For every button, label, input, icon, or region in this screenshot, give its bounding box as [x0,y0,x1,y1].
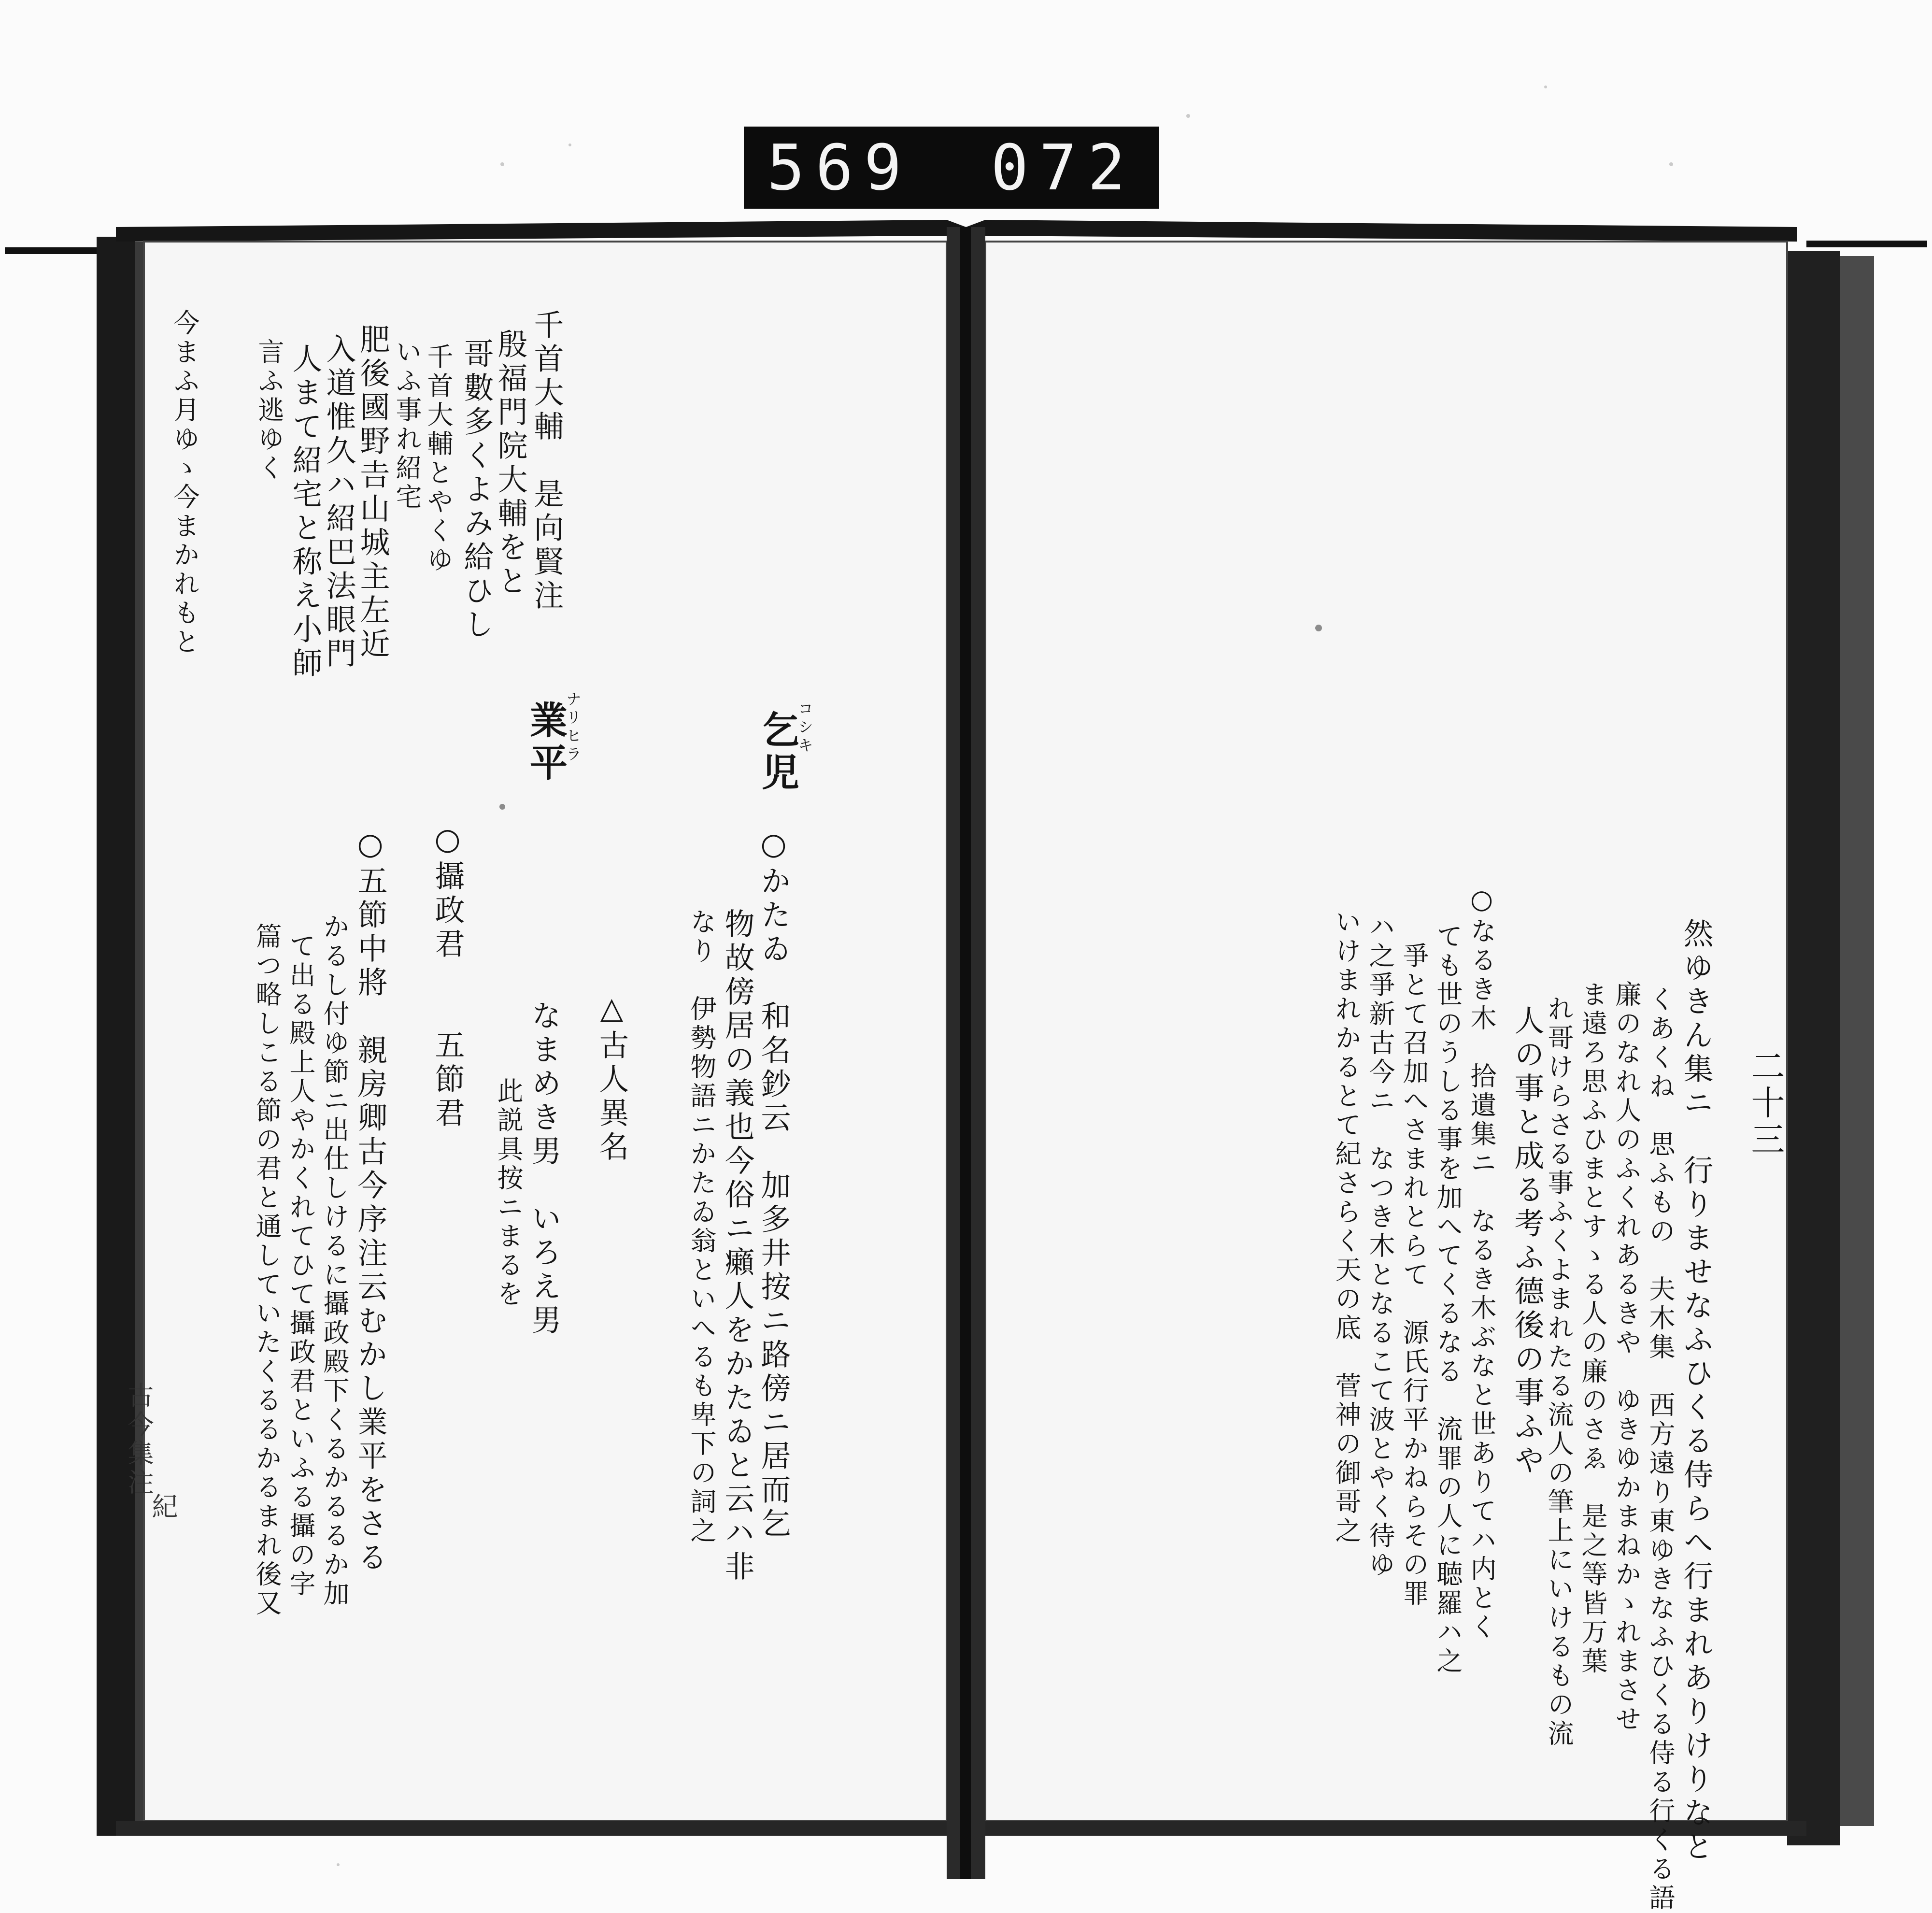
text-column: 千首大輔 是向賢注 [529,309,564,614]
text-column: 然ゆきん集ニ 行りませなふひくる侍らへ行まれありけりなと [1678,918,1714,1865]
text-column: 入道惟久ハ紹巴法眼門 [321,333,356,671]
roll-number: 569 [767,131,912,204]
text-column: 今まふ月ゆゝ今まかれもと [170,309,200,657]
text-column: 廉のなれ人のふくれあるきや ゆきゆかまねかゝれまさせ [1611,981,1642,1734]
microfilm-frame-label [744,127,1159,209]
running-head: 二十三 [1746,1048,1785,1158]
entry-katai-cont: なり 伊勢物語ニかたゐ翁といへるも卑下の詞之 [686,908,717,1546]
heading-narihira-ruby: ナリヒラ [564,691,582,764]
text-column: 殷福門院大輔をと [493,328,528,599]
heading-narihira: 業平 [524,700,568,785]
text-column: くあくね 思ふもの 夫木集 西方遠り東ゆきなふひくる侍る行くる語 [1645,985,1676,1913]
entry-gosechi-cont: かるし付ゆ節ニ出仕しけるに攝政殿下くるかるるか加 [319,913,350,1609]
entry-gosechi-cont: 篇つ略しこる節の君と通していたくるるかるまれ後又 [252,923,282,1618]
subheading-kojin-imyo: △古人異名 [594,990,629,1165]
entry-namameki: なまめき男 いろえ男 [526,1000,562,1338]
right-page-stack [1787,251,1840,1845]
right-page-text [985,227,1785,1913]
text-column: ○なるき木 拾遺集ニ なるき木ぶなと世ありてハ内とく [1466,884,1497,1642]
entry-sessho: ○攝政君 五節君 [430,821,465,1131]
text-column: ま遠ろ思ふひまとすゝる人の廉のさゑ 是之等皆万葉 [1577,981,1608,1676]
margin-note: 古今集注 [124,1382,154,1498]
text-column: いふ事れ紹宅 [392,338,422,512]
text-column: 人の事と成る考ふ德後の事ふや [1509,1005,1545,1478]
left-page-stack [97,237,135,1836]
left-page-text [124,227,952,1821]
entry-namameki-note: 此説具按ニまるを [493,1077,524,1309]
frame-number: 072 [991,131,1136,204]
text-column: ても世のうしる事を加へてくるなる 流罪の人に聴羅ハ之 [1433,923,1463,1676]
text-column: ハ之爭新古今ニ なつき木となるこて波とやく待ゆ [1365,913,1395,1580]
text-column: 肥後國野𠮷山城主左近 [355,324,390,662]
entry-katai: ○かたゐ 和名鈔云 加多井按ニ路傍ニ居而乞 [756,826,791,1542]
text-column: 千首大輔とやくゆ [423,343,454,575]
entry-katai-cont: 物故傍居の義也今俗ニ癩人をかたゐと云ハ非 [720,908,755,1585]
heading-kojiki-ruby: コシキ [796,700,814,756]
text-column: 人まて紹宅と称え小師 [287,343,323,681]
entry-gosechi-cont: て出る殿上人やかくれてひて攝政君といふる攝の字 [285,932,316,1599]
text-column: いけまれかるとて紀さらく天の底 菅神の御哥之 [1331,908,1362,1546]
text-column: れ哥けらさる事ふくよまれたる流人の筆上にいけるもの流 [1544,995,1574,1749]
entry-gosechi: ○五節中將 親房卿古今序注云むかし業平をさる [353,826,388,1575]
heading-kojiki: 乞児 [755,710,799,795]
text-column: 爭とて召加へさまれとらて 源氏行平かねらその罪 [1399,942,1429,1609]
text-column: 言ふ逃ゆく [254,338,284,483]
margin-note-extra: 紀 [148,1493,178,1522]
text-column: 哥數多くよみ給ひし [459,338,494,642]
